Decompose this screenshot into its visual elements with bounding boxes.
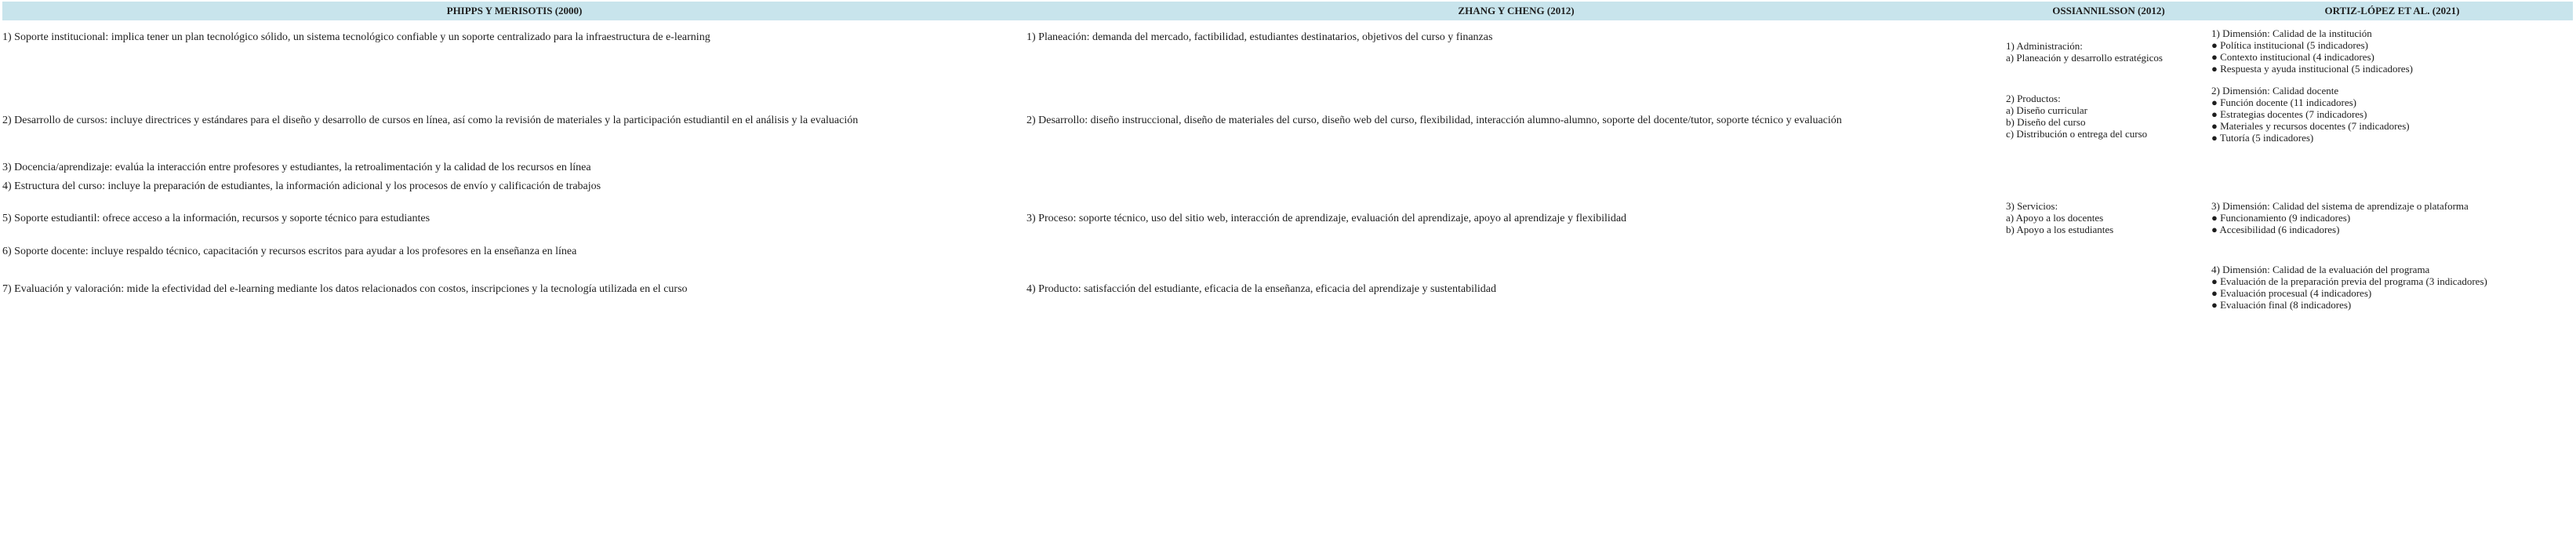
ortiz-dimension: 4) Dimensión: Calidad de la evaluación del programa — [2211, 264, 2430, 275]
ortiz-indicator: ● Accesibilidad (6 indicadores) — [2211, 224, 2340, 235]
ortiz-dimension: 3) Dimensión: Calidad del sistema de aprendizaje o plataforma — [2211, 200, 2469, 212]
zhang-item-4: 4) Producto: satisfacción del estudiante, eficacia de la enseñanza, eficacia del aprendizaje y sustentabilidad — [1026, 282, 1497, 295]
ortiz-dimension: 1) Dimensión: Calidad de la institución — [2211, 27, 2372, 39]
ortiz-indicator: ● Estrategias docentes (7 indicadores) — [2211, 108, 2367, 120]
ossiannilsson-heading: 1) Administración: — [2006, 40, 2083, 52]
phipps-item-6: 6) Soporte docente: incluye respaldo técnico, capacitación y recursos escritos para ayudar a los profesores en la enseñanza en línea — [2, 245, 577, 257]
ortiz-indicator: ● Evaluación final (8 indicadores) — [2211, 299, 2352, 311]
ossiannilsson-heading: 2) Productos: — [2006, 93, 2061, 104]
ossiannilsson-subitem: a) Diseño curricular — [2006, 104, 2087, 116]
ortiz-group-4 — [2211, 264, 2573, 311]
ossiannilsson-subitem: c) Distribución o entrega del curso — [2006, 128, 2148, 140]
phipps-items-3-4 — [2, 158, 1026, 196]
phipps-item-7: 7) Evaluación y valoración: mide la efectividad del e-learning mediante los datos relacionados con costos, inscripciones y la tecnología utilizada en el curso — [2, 282, 688, 295]
table-row — [2, 242, 2573, 262]
ortiz-indicator: ● Funcionamiento (9 indicadores) — [2211, 212, 2351, 224]
ortiz-indicator: ● Respuesta y ayuda institucional (5 indicadores) — [2211, 63, 2413, 75]
ossiannilsson-group-2 — [2006, 93, 2211, 140]
phipps-item-2: 2) Desarrollo de cursos: incluye directrices y estándares para el diseño y desarrollo de cursos en línea, así como la revisión de materiales y la participación estudiantil en el análisis y la evaluación — [2, 114, 859, 126]
ortiz-group-2 — [2211, 85, 2573, 144]
phipps-item-3: 3) Docencia/aprendizaje: evalúa la interacción entre profesores y estudiantes, la retroalimentación y la calidad de los recursos en línea — [2, 162, 591, 173]
ortiz-indicator: ● Tutoría (5 indicadores) — [2211, 132, 2314, 144]
phipps-item-4: 4) Estructura del curso: incluye la preparación de estudiantes, la información adicional y los procesos de envío y calificación de trabajos — [2, 180, 601, 192]
ortiz-indicator: ● Contexto institucional (4 indicadores) — [2211, 51, 2374, 63]
ossiannilsson-subitem: b) Apoyo a los estudiantes — [2006, 224, 2114, 235]
ortiz-group-1 — [2211, 27, 2573, 75]
ortiz-indicator: ● Materiales y recursos docentes (7 indicadores) — [2211, 120, 2410, 132]
table-row — [2, 23, 2573, 75]
zhang-item-1: 1) Planeación: demanda del mercado, factibilidad, estudiantes destinatarios, objetivos del curso y finanzas — [1026, 31, 1493, 43]
zhang-item-2: 2) Desarrollo: diseño instruccional, diseño de materiales del curso, diseño web del curso, flexibilidad, interacción alumno-alumno, soporte del docente/tutor, soporte técnico y evaluación — [1026, 114, 1842, 126]
phipps-item-1: 1) Soporte institucional: implica tener un plan tecnológico sólido, un sistema tecnológico confiable y un soporte centralizado para la infraestructura de e-learning — [2, 31, 710, 43]
table-header-row — [2, 2, 2573, 20]
ortiz-group-3 — [2211, 200, 2573, 235]
ortiz-dimension: 2) Dimensión: Calidad docente — [2211, 85, 2339, 97]
phipps-item-5: 5) Soporte estudiantil: ofrece acceso a la información, recursos y soporte técnico para estudiantes — [2, 212, 431, 224]
ossiannilsson-heading: 3) Servicios: — [2006, 200, 2058, 212]
header-phipps-merisotis: PHIPPS Y MERISOTIS (2000) — [446, 5, 583, 16]
ortiz-indicator: ● Evaluación procesual (4 indicadores) — [2211, 287, 2372, 299]
comparison-table — [2, 2, 2573, 311]
header-ortiz-lopez: ORTIZ-LÓPEZ ET AL. (2021) — [2324, 5, 2460, 16]
table-row — [2, 198, 2573, 242]
ossiannilsson-subitem: a) Planeación y desarrollo estratégicos — [2006, 52, 2163, 64]
table-row — [2, 85, 2573, 157]
header-ossiannilsson: OSSIANNILSSON (2012) — [2052, 5, 2165, 16]
ortiz-indicator: ● Evaluación de la preparación previa del programa (3 indicadores) — [2211, 275, 2487, 287]
ossiannilsson-group-3 — [2006, 200, 2211, 235]
table-row — [2, 158, 2573, 196]
zhang-item-3: 3) Proceso: soporte técnico, uso del sitio web, interacción de aprendizaje, evaluación del aprendizaje, apoyo al aprendizaje y flexibilidad — [1026, 212, 1627, 224]
ortiz-indicator: ● Política institucional (5 indicadores) — [2211, 39, 2368, 51]
header-zhang-cheng: ZHANG Y CHENG (2012) — [1458, 5, 1575, 16]
table-row — [2, 264, 2573, 320]
ortiz-indicator: ● Función docente (11 indicadores) — [2211, 97, 2356, 108]
ossiannilsson-group-1 — [2006, 40, 2211, 64]
ossiannilsson-subitem: b) Diseño del curso — [2006, 116, 2086, 128]
ossiannilsson-subitem: a) Apoyo a los docentes — [2006, 212, 2104, 224]
